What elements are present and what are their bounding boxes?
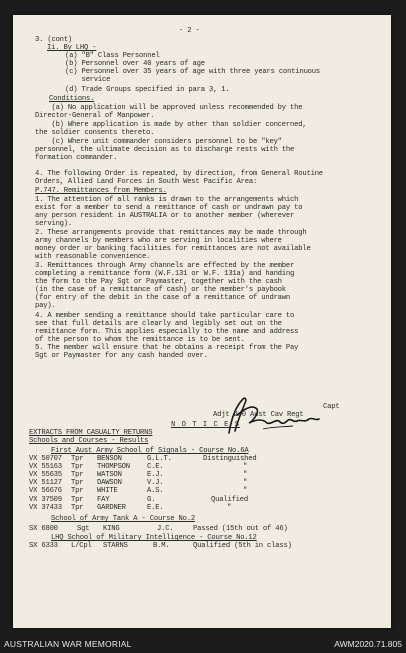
text-line: personnel, the ultimate decision as to discharge rests with the: [35, 146, 295, 154]
course-1-title: First Aust Army School of Signals - Course No.6A: [51, 447, 249, 455]
caption-right: AWM2020.71.805: [334, 639, 402, 649]
signature-appointment: Adjt 2/0 Aust Cav Regt: [213, 411, 304, 419]
table-row-no: SX 6800: [29, 525, 58, 533]
table-row-init: V.J.: [147, 479, 164, 487]
text-line: 2. These arrangements provide that remittances may be made through: [35, 229, 307, 237]
text-line: remittance form. This applies especially to the name and address: [35, 328, 299, 336]
list-item: (b) Personnel over 40 years of age: [65, 60, 205, 68]
text-line: pay).: [35, 302, 56, 310]
text-line: completing a remittance form (W.F.131 or W.F. 131a) and handing: [35, 270, 295, 278]
course-2-title: School of Army Tank A - Course No.2: [51, 515, 195, 523]
table-row-init: B.M.: [153, 542, 170, 550]
section-3-cont: 3. (cont): [35, 36, 73, 44]
table-row-result: ": [243, 463, 248, 471]
table-row-rank: Tpr: [71, 455, 84, 463]
order-title: P.747. Remittances from Members.: [35, 187, 167, 195]
text-line: see that full details are clearly and legibly set out on the: [35, 320, 282, 328]
table-row-name: BENSON: [97, 455, 122, 463]
text-line: army channels by members who are serving in localities where: [35, 237, 282, 245]
table-row-name: GARDNER: [97, 504, 126, 512]
text-line: formation commander.: [35, 154, 118, 162]
table-row-init: G.: [147, 496, 156, 504]
table-row-result: Passed (15th out of 46): [193, 525, 288, 533]
text-line: any person resident in AUSTRALIA or to another member (wherever: [35, 212, 295, 220]
table-row-rank: Tpr: [71, 504, 84, 512]
table-row-no: VX 55163: [29, 463, 62, 471]
table-row-result: ": [227, 504, 232, 512]
table-row-rank: Tpr: [71, 487, 84, 495]
table-row-name: THOMPSON: [97, 463, 130, 471]
text-line: 4. The following Order is repeated, by direction, from General Routine: [35, 170, 323, 178]
text-line: the soldier consents thereto.: [35, 129, 155, 137]
table-row-no: VX 55635: [29, 471, 62, 479]
section-3-heading: Ii. By LHQ -: [47, 44, 97, 52]
text-line: with reasonable convenience.: [35, 253, 151, 261]
table-row-name: KING: [103, 525, 120, 533]
table-row-rank: L/Cpl: [71, 542, 92, 550]
table-row-init: E.J.: [147, 471, 164, 479]
text-line: (a) No application will be approved unless recommended by the: [35, 104, 303, 112]
list-item: (a) "B" Class Personnel: [65, 52, 160, 60]
table-row-no: VX 50707: [29, 455, 62, 463]
text-line: exist for a member to send a remittance of cash or undrawn pay to: [35, 204, 303, 212]
text-line: 3. Remittances through Army channels are effected by the member: [35, 262, 295, 270]
caption-left: AUSTRALIAN WAR MEMORIAL: [4, 639, 132, 649]
text-line: 4. A member sending a remittance should take particular care to: [35, 312, 295, 320]
notices-title: N O T I C E S: [171, 421, 241, 429]
text-line: the form to the Pay Sgt or Paymaster, together with the cash: [35, 278, 282, 286]
table-row-name: FAY: [97, 496, 110, 504]
signature-rank: Capt: [323, 403, 340, 411]
table-row-rank: Tpr: [71, 463, 84, 471]
table-row-name: WHITE: [97, 487, 118, 495]
table-row-result: ": [243, 471, 248, 479]
table-row-no: VX 37509: [29, 496, 62, 504]
table-row-result: ": [243, 487, 248, 495]
text-line: serving).: [35, 220, 73, 228]
text-line: 1. The attention of all ranks is drawn to the arrangements which: [35, 196, 299, 204]
text-line: Sgt or Paymaster for any cash handed over.: [35, 352, 208, 360]
schools-heading: Schools and Courses - Results: [29, 437, 149, 445]
table-row-name: DAWSON: [97, 479, 122, 487]
text-line: money order or banking facilities for remittances are not available: [35, 245, 311, 253]
list-item: (d) Trade Groups specified in para 3, 1.: [65, 86, 230, 94]
table-row-rank: Tpr: [71, 496, 84, 504]
course-3-title: LHQ School of Military Intelligence - Course No.12: [51, 534, 257, 542]
page-number: - 2 -: [179, 27, 200, 35]
table-row-init: E.E.: [147, 504, 164, 512]
document-page: [13, 15, 391, 628]
table-row-init: A.S.: [147, 487, 164, 495]
table-row-init: C.E.: [147, 463, 164, 471]
table-row-result: Qualified: [211, 496, 249, 504]
table-row-name: STARNS: [103, 542, 128, 550]
text-line: Director-General of Manpower.: [35, 112, 155, 120]
table-row-no: SX 6333: [29, 542, 58, 550]
list-item: service: [65, 76, 111, 84]
text-line: (in the case of a remittance of cash) or the member's paybook: [35, 286, 286, 294]
text-line: 5. The member will ensure that he obtains a receipt from the Pay: [35, 344, 299, 352]
table-row-result: ": [243, 479, 248, 487]
table-row-rank: Tpr: [71, 471, 84, 479]
table-row-rank: Sgt: [77, 525, 90, 533]
text-line: (for entry of the debit in the case of a remittance of undrawn: [35, 294, 291, 302]
extracts-heading: EXTRACTS FROM CASUALTY RETURNS: [29, 429, 153, 437]
text-line: (c) Where unit commander considers personnel to be "key": [35, 138, 282, 146]
table-row-no: VX 56676: [29, 487, 62, 495]
table-row-result: Qualified (5th in class): [193, 542, 292, 550]
conditions-heading: Conditions.: [49, 95, 95, 103]
table-row-no: VX 37433: [29, 504, 62, 512]
table-row-init: G.L.T.: [147, 455, 172, 463]
table-row-init: J.C.: [157, 525, 174, 533]
list-item: (c) Personnel over 35 years of age with three years continuous: [65, 68, 321, 76]
table-row-rank: Tpr: [71, 479, 84, 487]
table-row-name: WATSON: [97, 471, 122, 479]
text-line: (b) Where application is made by other than soldier concerned,: [35, 121, 307, 129]
table-row-no: VX 51127: [29, 479, 62, 487]
text-line: of the person to whom the remittance is to be sent.: [35, 336, 245, 344]
text-line: Orders, Allied Land Forces in South West Pacific Area:: [35, 178, 258, 186]
table-row-result: Distinguished: [203, 455, 257, 463]
